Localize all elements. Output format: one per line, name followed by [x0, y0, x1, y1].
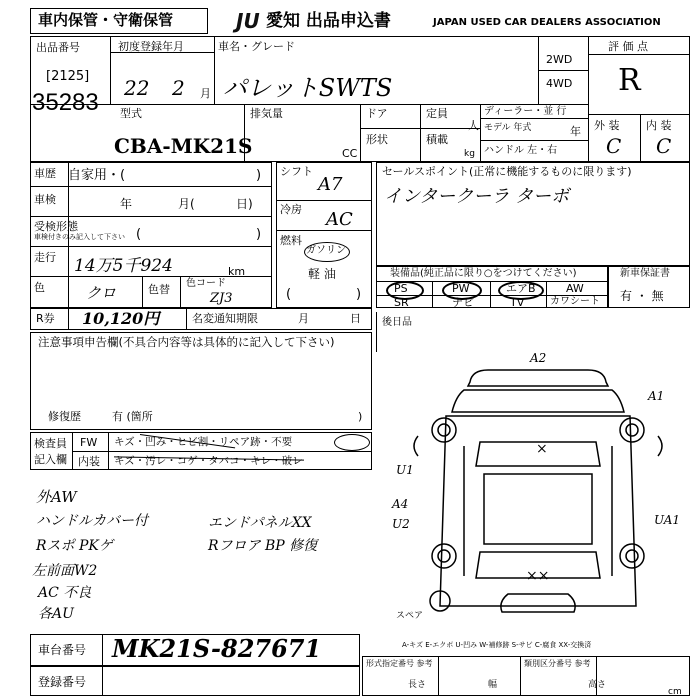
note-2: Rスポ PKゲ — [36, 538, 113, 554]
registration-month-unit: 月 — [200, 87, 211, 100]
handle-label: ハンドル 左・右 — [484, 145, 558, 156]
dealer-label: ディーラー・並 行 — [484, 106, 567, 117]
note-0: 外AW — [36, 488, 77, 506]
exterior-grade: C — [606, 134, 622, 158]
ju-logo: JU — [236, 9, 260, 33]
equip-tv: TV — [510, 296, 525, 309]
door-label: ドア — [366, 107, 388, 120]
mark-a2: A2 — [530, 351, 547, 365]
circle-pw — [442, 281, 482, 300]
fuel-value: ガソリン — [306, 245, 346, 256]
load-label: 積載 — [426, 133, 448, 146]
recycle-value: 10,120円 — [82, 309, 160, 328]
note-6: エンドパネルXX — [208, 515, 312, 531]
warranty-value: 有 ・ 無 — [620, 289, 664, 303]
model-year-label: モデル 年式 — [484, 123, 532, 133]
form-number-label: 形式指定番号 参考 — [366, 659, 433, 668]
height-label: 高さ — [588, 680, 607, 690]
exterior-label: 外 装 — [594, 119, 620, 132]
equip-airbag: エアB — [506, 282, 536, 295]
repair-close: ) — [358, 410, 363, 423]
color-code-label: 色コード — [186, 278, 226, 289]
selling-points-text: インタークーラ ターボ — [384, 186, 570, 207]
inspector-label-2: 記入欄 — [34, 453, 67, 466]
color-label: 色 — [34, 281, 45, 294]
history-close: ) — [256, 168, 262, 183]
circle-ps — [386, 281, 424, 300]
auction-sheet — [28, 6, 692, 700]
ac-value: AC — [326, 209, 353, 230]
lot-sub-number: [2125] — [46, 69, 90, 84]
recycle-label: R券 — [36, 312, 55, 325]
plate-label: 登録番号 — [38, 675, 87, 689]
mark-a1-top: A1 — [648, 389, 665, 403]
history-value: 自家用・( — [68, 168, 126, 183]
warranty-label: 新車保証書 — [620, 268, 670, 279]
registration-year: 22 — [124, 76, 150, 100]
consign-close: ) — [256, 227, 262, 242]
storage-tag: 車内保管・守衛保管 — [38, 11, 174, 29]
circle-airbag — [498, 281, 544, 300]
inspector-fw-items: キズ・凹み・ヒビ割・リペア跡・不要 — [114, 436, 293, 448]
equipment-label: 装備品(純正品に限り○をつけてください) — [390, 268, 577, 279]
notice-label: 名変通知期限 — [192, 312, 258, 325]
shift-label: シフト — [280, 165, 313, 178]
chassis-label: 車台番号 — [38, 643, 87, 657]
model-label: 型式 — [120, 107, 142, 120]
note-4: AC 不良 — [38, 585, 92, 601]
drive-2wd: 2WD — [546, 53, 573, 66]
mark-a4: A4 — [392, 497, 409, 511]
load-unit: kg — [464, 149, 475, 159]
shape-label: 形状 — [366, 133, 388, 146]
selling-points-label: セールスポイント(正常に機能するものに限ります) — [382, 165, 632, 178]
displacement-label: 排気量 — [250, 107, 283, 120]
inspection-label: 車検 — [34, 193, 56, 206]
mileage-unit: km — [228, 265, 246, 278]
lot-label: 出品番号 — [36, 41, 80, 54]
equip-seat: カワシート — [550, 296, 600, 307]
cm-unit: cm — [668, 687, 682, 697]
inspector-label-1: 検査員 — [34, 437, 67, 450]
equip-aw: AW — [566, 282, 584, 295]
history-label: 車歴 — [34, 167, 56, 180]
note-3: 左前面W2 — [32, 563, 98, 579]
mark-u2: U2 — [392, 517, 410, 531]
shift-value: A7 — [318, 174, 343, 195]
consign-label: 受検形態 — [34, 220, 78, 233]
equip-ps: PS — [394, 282, 408, 295]
width-label: 幅 — [488, 680, 498, 690]
mileage-label: 走行 — [34, 251, 56, 264]
equip-pw: PW — [452, 282, 470, 295]
notice-month: 月 — [298, 312, 309, 325]
inspector-fw-label: FW — [80, 436, 98, 449]
car-name: パレットSWTS — [223, 74, 393, 102]
length-label: 長さ — [408, 680, 427, 690]
mark-u1: U1 — [396, 463, 414, 477]
repair-label: 修復歴 — [48, 410, 81, 423]
fuel-label: 燃料 — [280, 234, 302, 247]
class-number-label: 類別区分番号 参考 — [524, 659, 591, 668]
notice-day: 日 — [350, 312, 361, 325]
inspection-month: 月( — [178, 197, 195, 211]
chassis-number: MK21S-827671 — [112, 634, 322, 663]
car-name-label: 車名・グレード — [218, 40, 295, 53]
notes-label: 注意事項申告欄(不具合内容等は具体的に記入して下さい) — [38, 335, 335, 349]
note-1: ハンドルカバー付 — [36, 513, 148, 529]
drive-4wd: 4WD — [546, 77, 573, 90]
form-title: 愛知 出品申込書 — [266, 11, 391, 31]
inspection-year: 年 — [120, 197, 133, 211]
interior-label: 内 装 — [646, 119, 672, 132]
grade-label: 評 価 点 — [608, 40, 648, 53]
color-change-label: 色替 — [148, 283, 170, 296]
repair-value: 有 (箇所 — [112, 410, 153, 423]
note-7: Rフロア BP 修復 — [208, 538, 318, 554]
consign-note: 車検付きのみ記入して下さい — [34, 233, 125, 241]
mark-x: × — [536, 441, 548, 457]
registration-label: 初度登録年月 — [118, 40, 184, 53]
displacement-unit: CC — [342, 147, 358, 160]
inspection-day: 日) — [236, 197, 253, 211]
mark-xx: ×× — [526, 568, 550, 584]
grade-score: R — [618, 63, 641, 98]
registration-month: 2 — [172, 76, 185, 100]
model-code: CBA-MK21S — [114, 134, 253, 158]
equip-navi: ナビ — [452, 296, 474, 309]
fw-circle-unneeded — [334, 434, 370, 451]
fuel-selected-circle — [304, 242, 350, 262]
fuel-close: ) — [356, 287, 362, 302]
year-unit: 年 — [570, 125, 581, 138]
damage-legend: A-キズ E-エクボ U-凹み W-補修跡 S-サビ C-腐食 XX-交換済 — [402, 641, 592, 649]
mark-ua1: UA1 — [654, 513, 681, 527]
fuel-open: ( — [286, 287, 292, 302]
ac-label: 冷房 — [280, 203, 302, 216]
mileage-value: 14万5千924 — [74, 256, 173, 276]
lot-number: 35283 — [32, 89, 99, 116]
capacity-label: 定員 — [426, 107, 448, 120]
capacity-unit: 人 — [468, 119, 479, 132]
rear-items-label: 後日品 — [382, 317, 412, 328]
note-5: 各AU — [38, 606, 74, 622]
equip-sr: SR — [394, 296, 409, 309]
inspector-interior-label: 内装 — [78, 455, 100, 468]
fuel-alt: 軽 油 — [308, 267, 336, 281]
inspector-interior-items: キズ・汚レ・コゲ・タバコ・キレ・破レ — [114, 455, 303, 467]
interior-grade: C — [656, 134, 672, 158]
color-code: ZJ3 — [210, 291, 233, 306]
consign-open: ( — [136, 227, 142, 242]
association-name: JAPAN USED CAR DEALERS ASSOCIATION — [433, 17, 661, 28]
spare-label: スペア — [396, 611, 424, 621]
color-value: クロ — [86, 284, 117, 302]
